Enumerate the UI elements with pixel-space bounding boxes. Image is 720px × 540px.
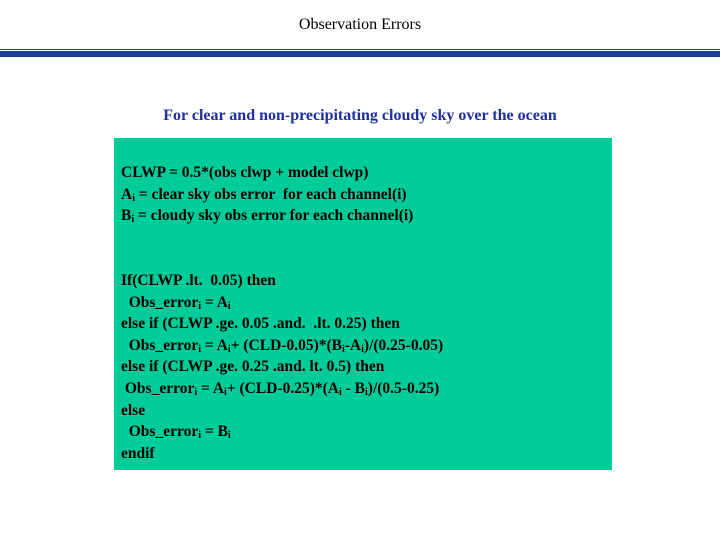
- logic-subscript: i: [198, 300, 201, 312]
- logic-text: = B: [200, 423, 228, 441]
- logic-text: - B: [341, 379, 365, 397]
- definition-text: CLWP = 0.5*(obs clwp + model clwp): [121, 164, 369, 181]
- logic-line: [121, 356, 612, 378]
- logic-subscript: i: [227, 300, 231, 312]
- logic-text: Obs_error: [121, 336, 199, 354]
- logic-subscript: i: [194, 386, 198, 398]
- logic-subscript: i: [227, 430, 231, 442]
- logic-text: = A: [200, 293, 228, 311]
- logic-subscript: i: [361, 343, 364, 355]
- logic-text: Obs_error: [121, 293, 199, 311]
- logic-text: + (CLD-0.05)*(B: [230, 336, 342, 354]
- logic-subscript: i: [338, 386, 342, 398]
- logic-text: Obs_error: [121, 379, 195, 397]
- logic-subscript: i: [198, 430, 201, 442]
- logic-line: [121, 378, 612, 400]
- logic-text: = A: [197, 379, 225, 397]
- logic-text: -A: [344, 336, 362, 354]
- logic-text: If(CLWP .lt. 0.05) then: [121, 271, 276, 289]
- definition-line: [121, 205, 612, 227]
- logic-text: endif: [121, 444, 155, 462]
- logic-line: [121, 443, 612, 465]
- definition-subscript: i: [132, 192, 135, 204]
- logic-text: else if (CLWP .ge. 0.25 .and. lt. 0.5) then: [121, 358, 385, 376]
- title-divider: [0, 51, 720, 57]
- logic-text: else: [121, 401, 146, 419]
- title-divider-thin: [0, 49, 720, 50]
- logic-block: [121, 270, 612, 464]
- slide-subtitle: For clear and non-precipitating cloudy sky over the ocean: [163, 107, 557, 124]
- logic-line: [121, 292, 612, 314]
- logic-subscript: i: [365, 386, 368, 398]
- definition-text: = clear sky obs error for each channel(i): [134, 185, 407, 203]
- logic-line: [121, 313, 612, 335]
- logic-subscript: i: [224, 386, 227, 398]
- definition-line: [121, 162, 612, 184]
- definitions-block: [121, 162, 612, 227]
- logic-text: Obs_error: [121, 423, 199, 441]
- definition-variable: A: [121, 185, 133, 203]
- logic-subscript: i: [198, 343, 201, 355]
- slide-title: Observation Errors: [298, 16, 422, 33]
- logic-subscript: i: [341, 343, 345, 355]
- definition-text: = cloudy sky obs error for each channel(i): [134, 207, 414, 225]
- definition-line: [121, 184, 612, 206]
- logic-subscript: i: [227, 343, 231, 355]
- definition-subscript: i: [131, 214, 135, 226]
- logic-text: else if (CLWP .ge. 0.05 .and. .lt. 0.25) then: [121, 315, 400, 333]
- definition-variable: B: [121, 207, 132, 225]
- logic-line: [121, 335, 612, 357]
- logic-text: )/(0.5-0.25): [367, 379, 440, 397]
- logic-line: [121, 400, 612, 422]
- logic-line: [121, 270, 612, 292]
- algorithm-box: [114, 138, 612, 470]
- logic-text: )/(0.25-0.05): [363, 336, 444, 354]
- logic-line: [121, 421, 612, 443]
- logic-text: + (CLD-0.25)*(A: [226, 379, 339, 397]
- block-spacer: [121, 227, 612, 270]
- logic-text: = A: [200, 336, 228, 354]
